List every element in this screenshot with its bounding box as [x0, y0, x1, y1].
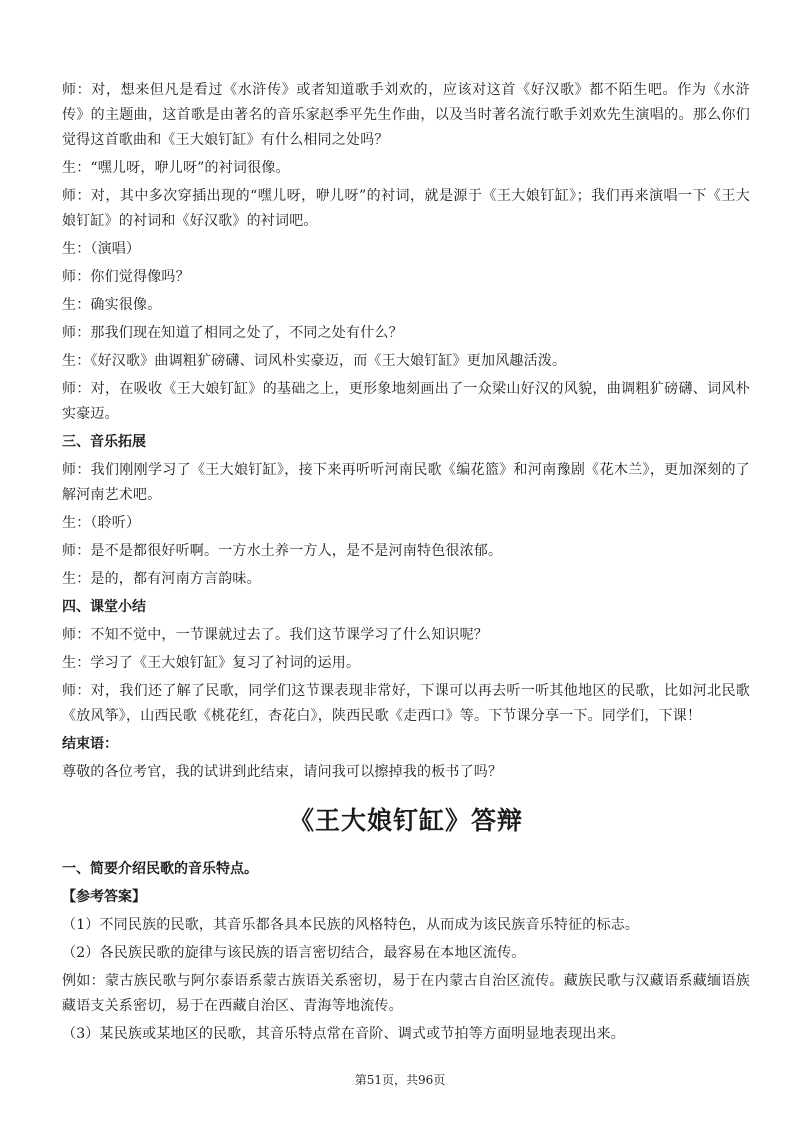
answer-line: （2）各民族民歌的旋律与该民族的语言密切结合，最容易在本地区流传。: [62, 945, 526, 961]
dialogue-line: 师：不知不觉中，一节课就过去了。我们这节课学习了什么知识呢？: [62, 627, 488, 643]
closing-text: 尊敬的各位考官，我的试讲到此结束，请问我可以擦掉我的板书了吗？: [62, 764, 503, 780]
dialogue-line: 师：你们觉得像吗？: [62, 269, 190, 285]
dialogue-line: 生：（聆听）: [62, 515, 141, 531]
dialogue-line: 师：是不是都很好听啊。一方水土养一方人，是不是河南特色很浓郁。: [62, 543, 503, 559]
question-heading: 一、简要介绍民歌的音乐特点。: [62, 861, 258, 877]
page-content: [62, 78, 750, 1050]
dialogue-line: 师：那我们现在知道了相同之处了，不同之处有什么？: [62, 325, 403, 341]
answer-line: （1）不同民族的民歌，其音乐都各具本民族的风格特色，从而成为该民族音乐特征的标志。: [62, 917, 640, 933]
dialogue-line: 生：（演唱）: [62, 241, 141, 257]
dialogue-line: 师：对，我们还了解了民歌，同学们这节课表现非常好，下课可以再去听一听其他地区的民歌，比如河北民歌《放风筝》，山西民歌《桃花红，杏花白》，陕西民歌《走西口》等。下节课分享一下。同学们，下课！: [62, 683, 750, 724]
dialogue-line: 生：是的，都有河南方言韵味。: [62, 571, 261, 587]
section-heading-music-extension: 三、音乐拓展: [62, 434, 146, 450]
defense-title: 《王大娘钉缸》答辩: [288, 806, 523, 835]
dialogue-line: 师：对，在吸收《王大娘钉缸》的基础之上，更形象地刻画出了一众梁山好汉的风貌，曲调粗犷磅礴、词风朴实豪迈。: [62, 381, 750, 422]
dialogue-line: 生：“嘿儿呀，咿儿呀”的衬词很像。: [62, 160, 290, 176]
dialogue-line: 师：我们刚刚学习了《王大娘钉缸》，接下来再听听河南民歌《编花篮》和河南豫剧《花木兰》，更加深刻的了解河南艺术吧。: [62, 462, 750, 503]
answer-label: 【参考答案】: [62, 889, 146, 905]
dialogue-line: 生：《好汉歌》曲调粗犷磅礴、词风朴实豪迈，而《王大娘钉缸》更加风趣活泼。: [62, 353, 567, 369]
closing-heading: 结束语：: [62, 736, 118, 752]
answer-line: 例如：蒙古族民歌与阿尔泰语系蒙古族语关系密切，易于在内蒙古自治区流传。藏族民歌与汉藏语系藏缅语族藏语支关系密切，易于在西藏自治区、青海等地流传。: [62, 973, 750, 1014]
dialogue-line: 生：确实很像。: [62, 297, 162, 313]
dialogue-line: 师：对，想来但凡是看过《水浒传》或者知道歌手刘欢的，应该对这首《好汉歌》都不陌生吧。作为《水浒传》的主题曲，这首歌是由著名的音乐家赵季平先生作曲，以及当时著名流行歌手刘欢先生演唱的。那么你们觉得这首歌曲和《王大娘钉缸》有什么相同之处吗？: [62, 82, 750, 148]
answer-line: （3）某民族或某地区的民歌，其音乐特点常在音阶、调式或节拍等方面明显地表现出来。: [62, 1026, 625, 1042]
dialogue-line: 师：对，其中多次穿插出现的“嘿儿呀，咿儿呀”的衬词，就是源于《王大娘钉缸》；我们再来演唱一下《王大娘钉缸》的衬词和《好汉歌》的衬词吧。: [62, 188, 750, 229]
section-heading-summary: 四、课堂小结: [62, 599, 146, 615]
page-number: 第51页，共96页: [354, 1073, 446, 1087]
dialogue-line: 生：学习了《王大娘钉缸》复习了衬词的运用。: [62, 655, 361, 671]
